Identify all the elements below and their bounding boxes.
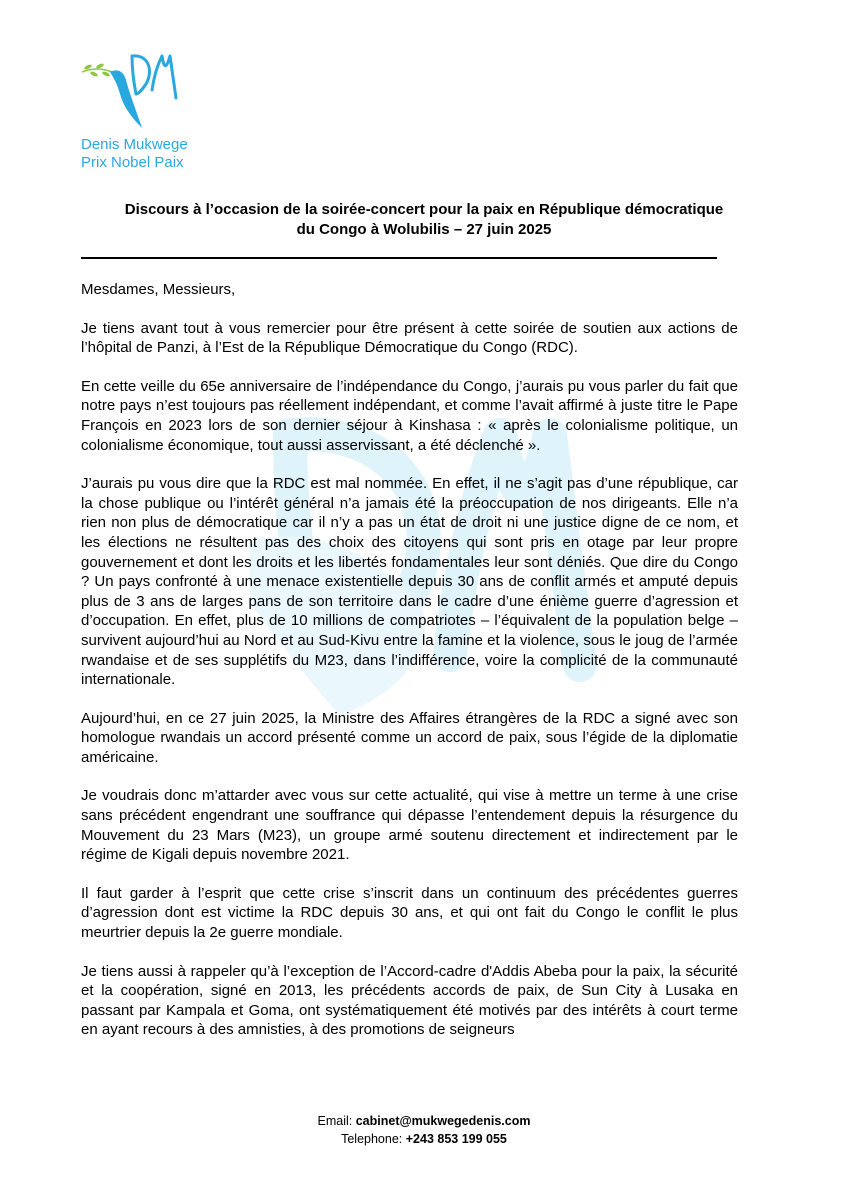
title-line-1: Discours à l’occasion de la soirée-concert pour la paix en République démocratique <box>124 201 724 218</box>
email-line <box>0 1112 848 1130</box>
salutation: Mesdames, Messieurs, <box>81 281 236 298</box>
dove-logo-icon <box>80 50 180 135</box>
phone-label: Telephone: <box>341 1132 406 1146</box>
email-address[interactable]: cabinet@mukwegedenis.com <box>355 1114 531 1128</box>
contact-footer <box>0 1112 848 1148</box>
email-label: Email: <box>317 1114 356 1128</box>
paragraph: Je voudrais donc m’attarder avec vous sur cette actualité, qui vise à mettre un terme à une crise sans précédent engendrant une souffrance qui dépasse l’entendement depuis la résurgence du Mouvement du 23 Mars (M23), un groupe armé soutenu directement et indirectement par le régime de Kigali depuis novembre 2021. <box>81 787 738 864</box>
title-line-2: du Congo à Wolubilis – 27 juin 2025 <box>296 221 552 238</box>
title-divider <box>81 257 717 259</box>
paragraph: En cette veille du 65e anniversaire de l’indépendance du Congo, j’aurais pu vous parler du fait que notre pays n’est toujours pas réellement indépendant, et comme l’avait affirmé à juste titre le Pape François en 2023 lors de son dernier séjour à Kinshasa : « après le colonialisme politique, un colonialisme économique, tout aussi asservissant, a été déclenché ». <box>81 377 738 454</box>
org-subtitle-line: Prix Nobel Paix <box>81 154 184 171</box>
paragraph: Je tiens avant tout à vous remercier pour être présent à cette soirée de soutien aux actions de l’hôpital de Panzi, à l’Est de la République Démocratique du Congo (RDC). <box>81 319 738 357</box>
organization-name <box>81 136 188 172</box>
paragraph: J’aurais pu vous dire que la RDC est mal nommée. En effet, il ne s’agit pas d’une république, car la chose publique ou l’intérêt général n’a jamais été la préoccupation de nos dirigeants. Elle n’a rien non plus de démocratique car il n’y a pas un état de droit ni une justice digne de ce nom, et les élections ne résultent pas des choix des citoyens qui sont pris en otage par leur propre gouvernement et dont les droits et les libertés fondamentales leur sont déniés. Que dire du Congo ? Un pays confronté à une menace existentielle depuis 30 ans de conflit armés et amputé depuis plus de 3 ans de larges pans de son territoire dans le cadre d’une énième guerre d’agression et d’occupation. En effet, plus de 10 millions de compatriotes – l’équivalent de la population belge – survivent aujourd’hui au Nord et au Sud-Kivu entre la famine et la violence, sous le joug de l’armée rwandaise et de ses supplétifs du M23, dans l’indifférence, voire la complicité de la communauté internationale. <box>81 475 738 689</box>
paragraph: Aujourd’hui, en ce 27 juin 2025, la Ministre des Affaires étrangères de la RDC a signé avec son homologue rwandais un accord présenté comme un accord de paix, sous l’égide de la diplomatie américaine. <box>81 709 738 766</box>
phone-line <box>0 1130 848 1148</box>
paragraph: Je tiens aussi à rappeler qu’à l’exception de l’Accord-cadre d'Addis Abeba pour la paix, la sécurité et la coopération, signé en 2013, les précédents accords de paix, de Sun City à Lusaka en passant par Kampala et Goma, ont systématiquement été motivés par des intérêts à court terme en ayant recours à des amnisties, à des promotions de seigneurs <box>81 962 738 1039</box>
org-name-line: Denis Mukwege <box>81 136 188 153</box>
document-title <box>60 200 788 240</box>
phone-number[interactable]: +243 853 199 055 <box>405 1132 507 1146</box>
speech-body <box>81 280 738 1059</box>
paragraph: Il faut garder à l’esprit que cette crise s’inscrit dans un continuum des précédentes guerres d’agression dont est victime la RDC depuis 30 ans, et qui ont fait du Congo le conflit le plus meurtrier depuis la 2e guerre mondiale. <box>81 884 738 942</box>
